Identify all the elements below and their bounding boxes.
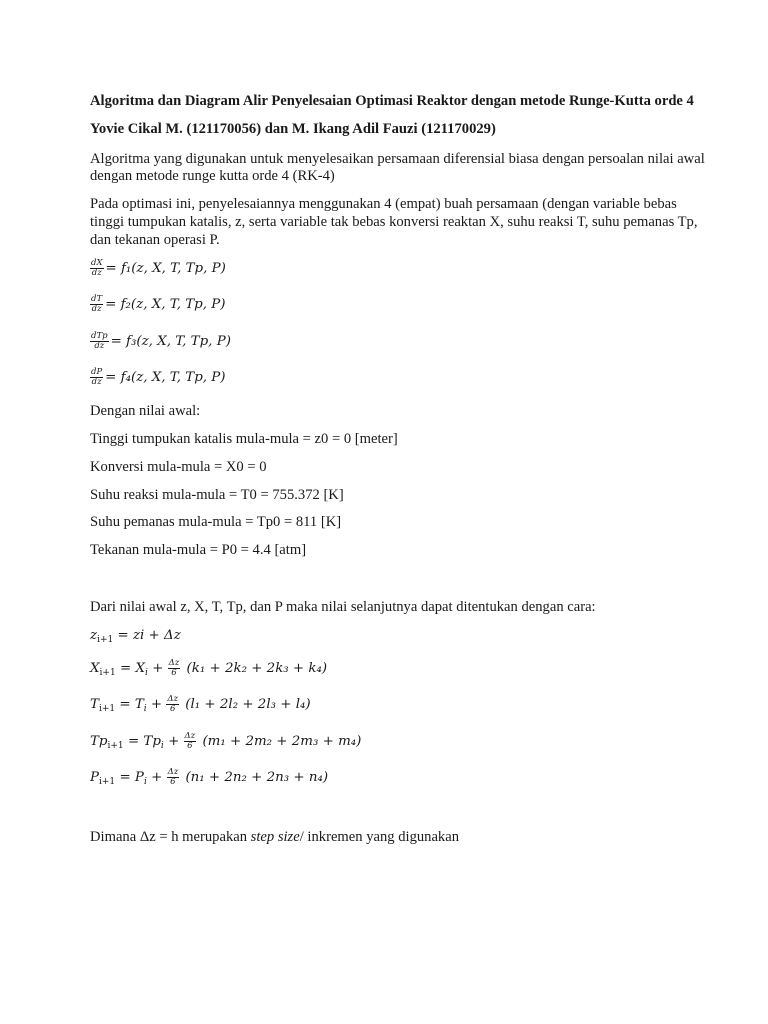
ode-equation-3 (90, 332, 231, 351)
recurrence-z: $z_{i+1}$ = zi + Δz (90, 628, 181, 645)
step-fraction: $\frac{\Delta z}{6}$ (167, 694, 179, 714)
step-fraction: $\frac{\Delta z}{6}$ (184, 731, 196, 751)
initial-value-t0: Suhu reaksi mula-mula = T0 = 755.372 [K] (90, 487, 344, 503)
document-title: Algoritma dan Diagram Alir Penyelesaian Optimasi Reaktor dengan metode Runge-Kutta orde 4 (90, 93, 694, 109)
recurrence-p: $P_{i+1} = P_i$ + $\frac{\Delta z}{6}$ (n₁ + 2n₂ + 2n₃ + n₄) (90, 767, 329, 787)
paragraph-line-1: Pada optimasi ini, penyelesaiannya menggunakan 4 (empat) buah persamaan (dengan variable bebas (90, 196, 677, 212)
ode-rhs: = f₂(z, X, T, Tp, P) (105, 297, 226, 312)
derivative-fraction: $\frac{dT}{dz}$ (91, 294, 103, 314)
derivative-fraction: $\frac{\text{dTp}}{dz}$ (91, 331, 108, 351)
step-fraction: $\frac{\Delta z}{6}$ (167, 767, 179, 787)
ode-rhs: = f₁(z, X, T, Tp, P) (105, 261, 226, 276)
step-fraction: $\frac{\Delta z}{6}$ (168, 658, 180, 678)
initial-value-x0: Konversi mula-mula = X0 = 0 (90, 459, 267, 475)
initial-values-heading: Dengan nilai awal: (90, 403, 201, 419)
ode-equation-4 (90, 368, 226, 387)
recurrence-tp: $Tp_{i+1} = Tp_i$ + $\frac{\Delta z}{6}$ (m₁ + 2m₂ + 2m₃ + m₄) (90, 731, 362, 751)
authors-line: Yovie Cikal M. (121170056) dan M. Ikang Adil Fauzi (121170029) (90, 121, 496, 137)
intro-line-1: Algoritma yang digunakan untuk menyelesaikan persamaan diferensial biasa dengan persoalan nilai awal (90, 151, 705, 167)
intro-line-2: dengan metode runge kutta orde 4 (RK-4) (90, 168, 335, 184)
paragraph-line-2: tinggi tumpukan katalis, z, serta variable tak bebas konversi reaktan X, suhu reaksi T, suhu pemanas Tp, (90, 214, 698, 230)
ode-rhs: = f₃(z, X, T, Tp, P) (110, 334, 231, 349)
recurrence-t: $T_{i+1} = T_i$ + $\frac{\Delta z}{6}$ (l₁ + 2l₂ + 2l₃ + l₄) (90, 694, 311, 714)
initial-value-z0: Tinggi tumpukan katalis mula-mula = z0 = 0 [meter] (90, 431, 398, 447)
initial-value-tp0: Suhu pemanas mula-mula = Tp0 = 811 [K] (90, 514, 342, 530)
recurrence-x: $X_{i+1} = X_i$ + $\frac{\Delta z}{6}$ (k₁ + 2k₂ + 2k₃ + k₄) (90, 658, 328, 678)
initial-value-p0: Tekanan mula-mula = P0 = 4.4 [atm] (90, 542, 307, 558)
derivative-fraction: $\frac{dP}{dz}$ (91, 367, 103, 387)
step-size-note: Dimana Δz = h merupakan step size/ inkremen yang digunakan (90, 829, 460, 845)
derivative-fraction: $\frac{dX}{dz}$ (91, 258, 103, 278)
ode-equation-1 (90, 259, 226, 278)
ode-rhs: = f₄(z, X, T, Tp, P) (105, 370, 226, 385)
paragraph-line-3: dan tekanan operasi P. (90, 232, 220, 248)
next-values-heading: Dari nilai awal z, X, T, Tp, dan P maka nilai selanjutnya dapat ditentukan dengan cara: (90, 599, 596, 615)
ode-equation-2 (90, 295, 226, 314)
